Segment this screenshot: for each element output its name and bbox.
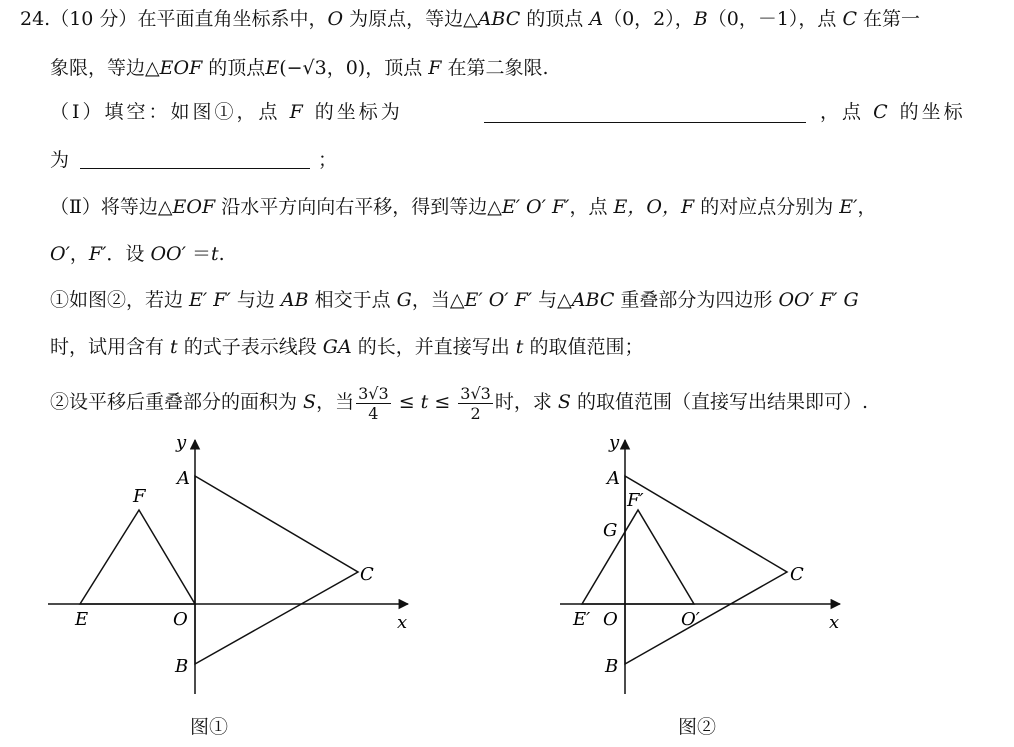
- text: ②设平移后重叠部分的面积为: [50, 391, 304, 413]
- question-score: （10 分）: [50, 8, 138, 30]
- answer-blank-f[interactable]: [484, 121, 806, 123]
- figure-2-caption: 图②: [678, 716, 717, 738]
- text: （Ⅱ）将等边△: [50, 196, 173, 218]
- label-o: O: [603, 609, 618, 630]
- text: ，: [69, 243, 89, 265]
- variable-label: t: [515, 336, 524, 358]
- inequality: ≤ t ≤: [392, 391, 457, 413]
- segment-label: E′ F′: [189, 289, 231, 311]
- figure-1-caption: 图①: [190, 716, 229, 738]
- text: 重叠部分为四边形: [614, 289, 779, 311]
- label-a: A: [177, 468, 190, 489]
- label-y: y: [176, 432, 187, 453]
- fraction-upper: [458, 384, 493, 423]
- label-b: B: [175, 656, 189, 677]
- text: ①如图②，若边: [50, 289, 190, 311]
- figure-2: [555, 432, 855, 702]
- text: 的式子表示线段: [177, 336, 323, 358]
- question-line-1: [20, 7, 920, 31]
- question-number: 24.: [20, 8, 51, 30]
- fraction-numerator: 3√3: [460, 383, 491, 403]
- sub1-line-2: [50, 335, 643, 359]
- point-label: C: [842, 8, 858, 30]
- label-y: y: [609, 432, 620, 453]
- variable-label: t: [170, 336, 178, 358]
- label-o-prime: O′: [681, 609, 700, 630]
- triangle-label: ABC: [571, 289, 615, 311]
- fraction-denominator: 4: [368, 403, 379, 423]
- text: （0，－1），点: [707, 8, 843, 30]
- text: 时，求: [494, 391, 558, 413]
- label-e-prime: E′: [573, 609, 591, 630]
- text: 相交于点: [308, 289, 397, 311]
- point-label: C: [873, 101, 891, 123]
- text: 时，试用含有: [50, 336, 171, 358]
- part2-line-2: [50, 242, 225, 266]
- label-f: F: [133, 486, 146, 507]
- point-label: E′: [839, 196, 858, 218]
- text: 的取值范围；: [523, 336, 644, 358]
- text: (−√3，0)，顶点: [279, 57, 429, 79]
- text: ，点: [569, 196, 614, 218]
- figure-1: [40, 432, 420, 702]
- triangle-label: ABC: [477, 8, 521, 30]
- text: 的对应点分别为: [694, 196, 840, 218]
- point-label: B: [693, 8, 708, 30]
- point-label: A: [589, 8, 604, 30]
- triangle-label: E′ O′ F′: [464, 289, 533, 311]
- triangle-eof-prime: [582, 510, 694, 604]
- label-x: x: [829, 612, 840, 633]
- part1-line-1b: [820, 100, 966, 124]
- text: 的取值范围（直接写出结果即可）.: [570, 391, 869, 413]
- variable-label: t: [210, 243, 219, 265]
- triangle-abc: [625, 476, 787, 664]
- segment-label: OO′: [150, 243, 186, 265]
- label-c: C: [360, 564, 374, 585]
- point-label: F′: [88, 243, 107, 265]
- label-g: G: [603, 520, 618, 541]
- point-label: F: [428, 57, 442, 79]
- variable-label: S: [557, 391, 571, 413]
- text: 在第二象限.: [441, 57, 549, 79]
- text: 的长，并直接写出: [351, 336, 516, 358]
- text: ，当: [316, 391, 355, 413]
- label-o: O: [173, 609, 188, 630]
- point-label: O′: [50, 243, 70, 265]
- text: ，: [857, 196, 877, 218]
- question-line-2: [50, 56, 549, 80]
- text: 的顶点: [520, 8, 590, 30]
- segment-label: GA: [322, 336, 352, 358]
- point-label: G: [396, 289, 412, 311]
- text: ；: [318, 149, 338, 171]
- text: ，当△: [411, 289, 465, 311]
- text: 沿水平方向向右平移，得到等边△: [215, 196, 502, 218]
- part1-line-1: [50, 100, 403, 124]
- point-label: E，O，F: [613, 196, 695, 218]
- text: （Ⅰ）填空：如图①，点: [50, 101, 281, 123]
- text: 的顶点: [202, 57, 266, 79]
- point-label: E: [265, 57, 280, 79]
- answer-blank-c[interactable]: [80, 167, 310, 169]
- text: .: [218, 243, 225, 265]
- segment-label: AB: [280, 289, 309, 311]
- text: 的坐标: [899, 101, 966, 123]
- fraction-lower: [356, 384, 391, 423]
- label-f-prime: F′: [627, 490, 644, 511]
- text: 为原点，等边△: [343, 8, 478, 30]
- label-x: x: [397, 612, 408, 633]
- quadrilateral-label: OO′ F′ G: [778, 289, 859, 311]
- fraction-numerator: 3√3: [358, 383, 389, 403]
- text: 在第一: [857, 8, 921, 30]
- text: ，点: [820, 101, 865, 123]
- text: 与△: [532, 289, 572, 311]
- part1-line-2: [50, 148, 69, 172]
- sub1-line-1: [50, 288, 859, 312]
- label-e: E: [75, 609, 89, 630]
- text: 象限，等边△: [50, 57, 160, 79]
- triangle-label: EOF: [172, 196, 216, 218]
- label-a: A: [607, 468, 620, 489]
- fraction-denominator: 2: [470, 403, 481, 423]
- text: 与边: [230, 289, 281, 311]
- part1-line-2b: [318, 148, 337, 172]
- triangle-label: EOF: [159, 57, 203, 79]
- text: ．设: [106, 243, 151, 265]
- text: 在平面直角坐标系中，: [137, 8, 328, 30]
- triangle-label: E′ O′ F′: [501, 196, 570, 218]
- label-c: C: [790, 564, 804, 585]
- text: 的坐标为: [314, 101, 403, 123]
- point-label: F: [289, 101, 306, 123]
- triangle-abc: [195, 476, 358, 664]
- sub2-line: [50, 380, 868, 424]
- triangle-eof: [80, 510, 195, 604]
- point-label: O: [327, 8, 344, 30]
- part2-line-1: [50, 195, 876, 219]
- text: （0，2），: [603, 8, 694, 30]
- text: ＝: [185, 243, 211, 265]
- variable-label: S: [303, 391, 317, 413]
- label-b: B: [605, 656, 619, 677]
- text: 为: [50, 149, 70, 171]
